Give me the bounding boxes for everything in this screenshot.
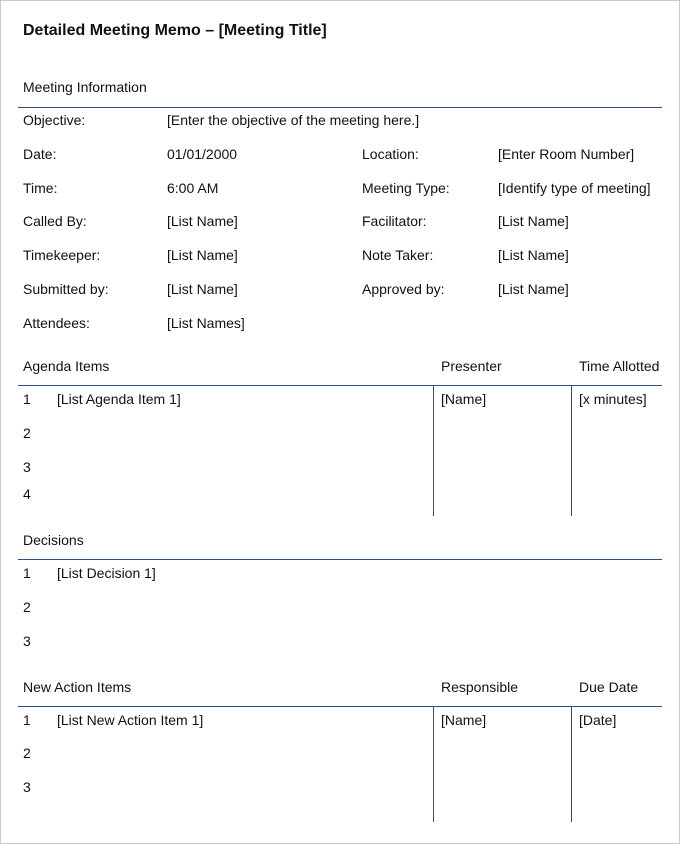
approved-by-value: [List Name] bbox=[498, 281, 569, 297]
facilitator-label: Facilitator: bbox=[362, 213, 427, 229]
decision-number: 3 bbox=[23, 633, 31, 649]
decision-number: 2 bbox=[23, 599, 31, 615]
agenda-heading: Agenda Items bbox=[23, 358, 110, 374]
agenda-number: 3 bbox=[23, 459, 31, 475]
action-item: [List New Action Item 1] bbox=[57, 712, 204, 728]
called-by-value: [List Name] bbox=[167, 213, 238, 229]
action-number: 3 bbox=[23, 779, 31, 795]
approved-by-label: Approved by: bbox=[362, 281, 445, 297]
decision-item: [List Decision 1] bbox=[57, 565, 156, 581]
location-label: Location: bbox=[362, 146, 419, 162]
time-value: 6:00 AM bbox=[167, 180, 219, 196]
agenda-presenter-heading: Presenter bbox=[441, 358, 502, 374]
attendees-value: [List Names] bbox=[167, 315, 245, 331]
agenda-time: [x minutes] bbox=[579, 391, 647, 407]
actions-rule bbox=[18, 706, 662, 707]
objective-value: [Enter the objective of the meeting here.] bbox=[167, 112, 420, 128]
agenda-rule bbox=[18, 385, 662, 386]
time-label: Time: bbox=[23, 180, 58, 196]
action-due-date: [Date] bbox=[579, 712, 617, 728]
agenda-presenter: [Name] bbox=[441, 391, 487, 407]
submitted-by-label: Submitted by: bbox=[23, 281, 109, 297]
timekeeper-value: [List Name] bbox=[167, 247, 238, 263]
action-number: 1 bbox=[23, 712, 31, 728]
actions-responsible-heading: Responsible bbox=[441, 679, 519, 695]
agenda-divider-presenter bbox=[433, 386, 434, 516]
decision-number: 1 bbox=[23, 565, 31, 581]
meeting-type-label: Meeting Type: bbox=[362, 180, 450, 196]
meeting-type-value: [Identify type of meeting] bbox=[498, 180, 651, 196]
note-taker-value: [List Name] bbox=[498, 247, 569, 263]
agenda-number: 4 bbox=[23, 486, 31, 502]
submitted-by-value: [List Name] bbox=[167, 281, 238, 297]
actions-divider-due bbox=[571, 707, 572, 822]
note-taker-label: Note Taker: bbox=[362, 247, 434, 263]
actions-due-heading: Due Date bbox=[579, 679, 639, 695]
actions-heading: New Action Items bbox=[23, 679, 132, 695]
agenda-number: 2 bbox=[23, 425, 31, 441]
page-title: Detailed Meeting Memo – [Meeting Title] bbox=[23, 22, 327, 39]
agenda-time-heading: Time Allotted bbox=[579, 358, 660, 374]
meeting-info-heading: Meeting Information bbox=[23, 79, 147, 95]
action-responsible: [Name] bbox=[441, 712, 487, 728]
attendees-label: Attendees: bbox=[23, 315, 90, 331]
date-value: 01/01/2000 bbox=[167, 146, 238, 162]
facilitator-value: [List Name] bbox=[498, 213, 569, 229]
agenda-number: 1 bbox=[23, 391, 31, 407]
action-number: 2 bbox=[23, 745, 31, 761]
agenda-divider-time bbox=[571, 386, 572, 516]
meeting-info-rule bbox=[18, 107, 662, 108]
location-value: [Enter Room Number] bbox=[498, 146, 635, 162]
objective-label: Objective: bbox=[23, 112, 86, 128]
agenda-item: [List Agenda Item 1] bbox=[57, 391, 181, 407]
decisions-heading: Decisions bbox=[23, 532, 84, 548]
date-label: Date: bbox=[23, 146, 57, 162]
called-by-label: Called By: bbox=[23, 213, 87, 229]
decisions-rule bbox=[18, 559, 662, 560]
actions-divider-responsible bbox=[433, 707, 434, 822]
timekeeper-label: Timekeeper: bbox=[23, 247, 101, 263]
